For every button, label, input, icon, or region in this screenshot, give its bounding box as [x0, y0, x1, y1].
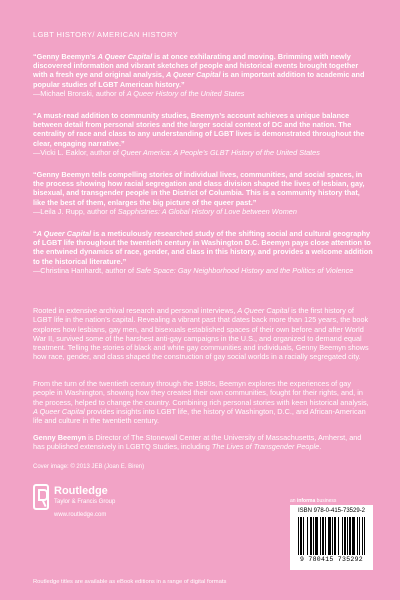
barcode-bar	[334, 517, 336, 555]
barcode-bar	[320, 517, 321, 555]
attribution-work: Safe Space: Gay Neighborhood History and the Politics of Violence	[136, 265, 354, 275]
quote-text: is an important addition to academic and popular studies of LGBT American history.”	[33, 70, 365, 89]
quote-eaklor	[33, 111, 373, 157]
paragraph-text: Rooted in extensive archival research and personal interviews,	[33, 306, 238, 315]
barcode-bar	[322, 517, 324, 555]
barcode-bar	[310, 517, 312, 555]
endorsement-quotes	[33, 52, 373, 288]
cover-image-credit: Cover image: © 2013 JEB (Joan E. Biren)	[33, 464, 145, 470]
barcode-bar	[300, 517, 302, 555]
barcode-bar	[344, 517, 346, 555]
quote-text: “Genny Beemyn’s	[33, 52, 98, 61]
barcode-bar	[315, 517, 318, 555]
barcode-bar	[313, 517, 314, 555]
quote-attribution	[33, 266, 373, 275]
isbn-number: ISBN 978-0-415-73529-2	[297, 508, 366, 514]
barcode-bar	[364, 517, 365, 555]
quote-text: “	[33, 229, 37, 239]
author-name: Genny Beemyn	[33, 433, 87, 442]
attribution-work: A Queer History of the United States	[126, 88, 245, 98]
book-title: A Queer Capital	[237, 306, 290, 315]
barcode-bar	[338, 517, 339, 555]
quote-attribution	[33, 207, 373, 216]
paragraph-text: is the first history of LGBT life in the nation’s capital. Revealing a vibrant past that dates back more than 125 years, the book explores how lesbians, gay men, and bisexuals established spaces of their own before and after World War II, survived some of the harshest anti-gay campaigns in the U.S., and organized to demand equal treatment. Telling the stories of black and white gay communities and individuals, Genny Beemyn shows how race, gender, and class shaped the construction of gay social worlds in a racially segregated city.	[33, 306, 369, 362]
informa-prefix: an	[290, 498, 297, 504]
quote-book-title: A Queer Capital	[36, 229, 92, 239]
publisher-name: Routledge	[54, 485, 108, 497]
barcode-bar	[303, 517, 304, 555]
attribution-work: Queer America: A People’s GLBT History of the United States	[120, 147, 320, 157]
quote-text: is a meticulously researched study of the shifting social and cultural geography of LGBT life throughout the twentieth century in Washington D.C. Beemyn pays close attention to the entwined dynamics of race, gender, and class in this history, and provides a welcome addition to the historical literature.”	[33, 229, 373, 266]
attribution-author: —Vicki L. Eaklor, author of	[33, 147, 121, 157]
paragraph-text: From the turn of the twentieth century through the 1980s, Beemyn explores the experiences of gay people in Washington, showing how they created their own communities, fought for their rights, and, in the process, helped to change the country. Combining rich personal stories with keen historical analysis,	[33, 379, 369, 407]
quote-attribution	[33, 89, 373, 98]
description-paragraph-2	[33, 379, 373, 425]
barcode-bar	[357, 517, 358, 555]
quote-attribution	[33, 148, 373, 157]
book-title: The Lives of Transgender People	[211, 442, 320, 452]
publisher-logo	[33, 484, 153, 524]
description-paragraph-1	[33, 306, 373, 362]
barcode-digits: 9 780415 735292	[299, 556, 363, 563]
barcode-icon	[298, 517, 365, 555]
informa-tagline	[290, 498, 336, 504]
author-bio	[33, 433, 373, 452]
category-label: LGBT HISTORY/ AMERICAN HISTORY	[33, 30, 179, 39]
routledge-logo-icon	[33, 484, 49, 510]
barcode-bar	[332, 517, 333, 555]
attribution-author: —Christina Hanhardt, author of	[33, 265, 137, 275]
paragraph-text: provides insights into LGBT life, the history of Washington, D.C., and African-American life and culture in the twentieth century.	[33, 406, 366, 426]
quote-hanhardt	[33, 229, 373, 275]
quote-text: “Genny Beemyn tells compelling stories of individual lives, communities, and social spaces, in the process showing how racial segregation and class division shaped the lives of lesbian, gay, bisexual, and transgender people in the District of Columbia. This is a community history that, like the best of them, enlarges the big picture of the queer past.”	[33, 170, 365, 207]
publisher-url: www.routledge.com	[54, 512, 107, 518]
quote-book-title: A Queer Capital	[97, 52, 153, 61]
attribution-author: —Leila J. Rupp, author of	[33, 206, 118, 216]
barcode-bar	[349, 517, 351, 555]
informa-suffix: business	[315, 498, 337, 504]
barcode-bar	[342, 517, 343, 555]
book-title: A Queer Capital	[33, 406, 85, 416]
barcode-bar	[362, 517, 363, 555]
barcode-bar	[328, 517, 331, 555]
attribution-author: —Michael Bronski, author of	[33, 88, 127, 98]
barcode-bar	[325, 517, 326, 555]
quote-text: “A must-read addition to community studies, Beemyn’s account achieves a unique balance between detail from personal stories and the larger social context of DC and the nation. The centrality of race and class to any understanding of LGBT lives is demonstrated throughout the clear, engaging narrative.”	[33, 111, 365, 148]
isbn-barcode	[290, 505, 373, 570]
bio-text: .	[319, 442, 322, 452]
quote-book-title: A Queer Capital	[166, 70, 221, 80]
publisher-group: Taylor & Francis Group	[54, 499, 116, 505]
informa-brand: informa	[296, 498, 316, 504]
quote-text: is at once exhilarating and moving. Brimming with newly discovered information and vibrant sketches of people and historical events brought together with a fresh eye and original analysis,	[33, 52, 359, 80]
bio-text: is Director of The Stonewall Center at the University of Massachusetts, Amherst, and has published extensively in LGBTQ Studies, including	[33, 433, 362, 452]
barcode-bar	[347, 517, 348, 555]
ebook-footnote: Routledge titles are available as eBook editions in a range of digital formats	[33, 579, 227, 585]
barcode-bar	[307, 517, 308, 555]
quote-bronski	[33, 52, 373, 98]
attribution-work: Sapphistries: A Global History of Love between Women	[117, 206, 297, 216]
barcode-bars	[294, 517, 369, 555]
quote-rupp	[33, 170, 373, 216]
barcode-bar	[298, 517, 299, 555]
barcode-bar	[359, 517, 360, 555]
barcode-bar	[352, 517, 355, 555]
